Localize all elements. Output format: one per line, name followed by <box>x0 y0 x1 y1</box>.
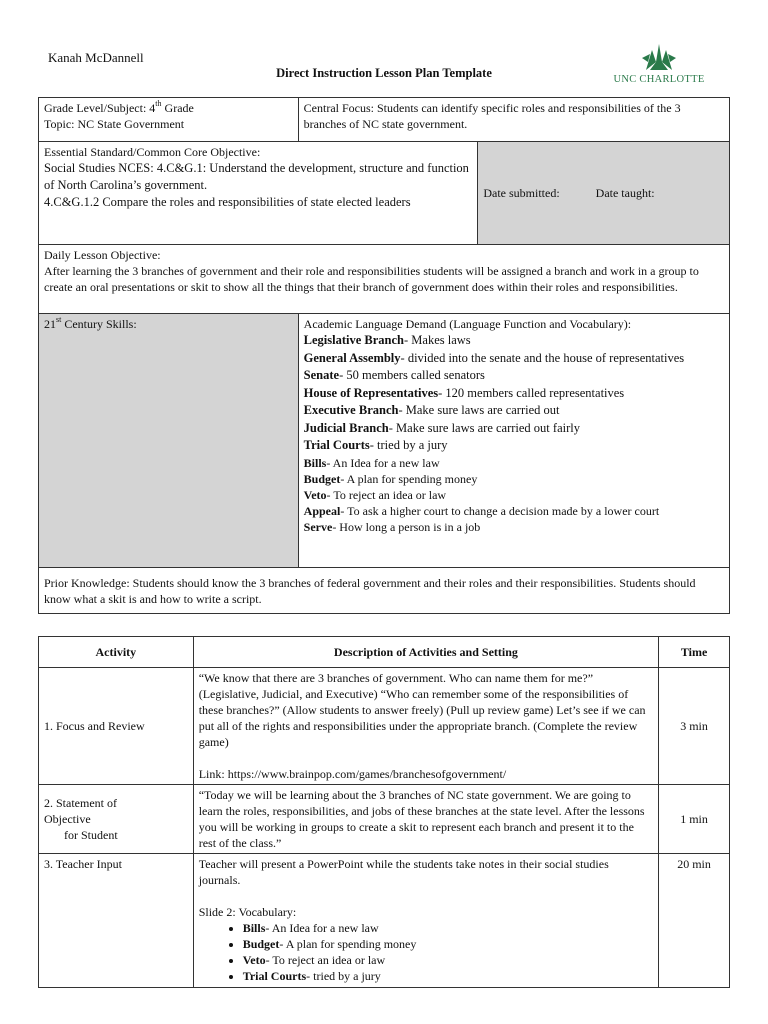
grade-suffix: Grade <box>161 101 194 115</box>
dates-cell <box>478 142 730 245</box>
brainpop-link[interactable]: Link: https://www.brainpop.com/games/branchesofgovernment/ <box>198 767 507 781</box>
standard-cell <box>39 142 478 245</box>
topic: Topic: NC State Government <box>44 117 185 131</box>
author-name: Kanah McDannell <box>48 50 144 65</box>
activity-text: “We know that there are 3 branches of government. Who can name them for me?” (Legislative, Judicial, and Executive) “Who can remember some of the responsibilities of these branches?” (Allow students to answer freely) (Pull up review game) Let’s see if we can put all of the rights and responsibilities under the appropriate branch. (Complete the review game) <box>198 671 646 749</box>
activity-description <box>193 854 658 988</box>
academic-label: Academic Language Demand (Language Function and Vocabulary): <box>303 317 632 331</box>
header-description: Description of Activities and Setting <box>193 637 658 668</box>
skills-cell <box>39 314 299 568</box>
vocab-item: Executive Branch- Make sure laws are carried out <box>303 403 560 417</box>
activity-time: 20 min <box>659 854 730 988</box>
skills-prefix: 21 <box>44 317 56 331</box>
table-row <box>39 668 730 785</box>
list-item: • Bills- An Idea for a new law <box>243 920 653 936</box>
activity-name: 1. Focus and Review <box>39 668 194 785</box>
unc-charlotte-logo <box>606 40 712 92</box>
header-time: Time <box>659 637 730 668</box>
lesson-plan-table <box>38 97 730 614</box>
activity-description <box>193 668 658 785</box>
standard-1: Social Studies NCES: 4.C&G.1: Understand the development, structure and function of North Carolina’s government. <box>44 161 469 192</box>
activity-name: 3. Teacher Input <box>39 854 194 988</box>
daily-text: After learning the 3 branches of government and their role and responsibilities students will be assigned a branch and work in a group to create an oral presentations or skit to show all the things that their branch of government does within their roles and responsibilities. <box>44 264 699 294</box>
table-row <box>39 854 730 988</box>
date-submitted: Date submitted: <box>483 186 560 200</box>
grade-topic-cell <box>39 98 299 142</box>
vocab-item: House of Representatives- 120 members called representatives <box>303 385 625 400</box>
activity-text: Teacher will present a PowerPoint while the students take notes in their social studies journals. <box>198 857 609 887</box>
skills-suffix: Century Skills: <box>61 317 137 331</box>
academic-language-cell <box>298 314 729 568</box>
activity-time: 3 min <box>659 668 730 785</box>
table-row <box>39 785 730 854</box>
vocab-item: Budget- A plan for spending money <box>303 471 478 486</box>
date-taught: Date taught: <box>595 186 655 200</box>
vocab-item: Appeal- To ask a higher court to change a decision made by a lower court <box>303 503 660 518</box>
vocab-item: General Assembly- divided into the senate and the house of representatives <box>303 350 685 365</box>
skills-sup: st <box>56 315 62 324</box>
standard-label: Essential Standard/Common Core Objective: <box>44 145 261 159</box>
activities-table <box>38 636 730 988</box>
vocab-item: Judicial Branch- Make sure laws are carried out fairly <box>303 420 580 435</box>
grade-sup: th <box>155 99 162 108</box>
activity-description: “Today we will be learning about the 3 branches of NC state government. We are going to learn the roles, responsibilities, and jobs of these branches at the state level. After the lessons you will be working in groups to create a skit to represent each branch and present it to the rest of the class.” <box>193 785 658 854</box>
header-activity: Activity <box>39 637 194 668</box>
list-item: • Trial Courts- tried by a jury <box>243 968 653 984</box>
vocab-item: Bills- An Idea for a new law <box>303 455 440 470</box>
daily-label: Daily Lesson Objective: <box>44 248 161 262</box>
vocab-item: Senate- 50 members called senators <box>303 368 485 382</box>
vocab-bullets <box>199 920 653 984</box>
vocab-item: Veto- To reject an idea or law <box>303 487 447 502</box>
activity-name: 2. Statement of Objective for Student <box>39 785 194 854</box>
central-focus: Central Focus: Students can identify specific roles and responsibilities of the 3 branches of NC state government. <box>298 98 729 142</box>
prior-knowledge: Prior Knowledge: Students should know the 3 branches of federal government and their roles and their responsibilities. Students should know what a skit is and how to write a script. <box>39 568 730 614</box>
daily-objective-cell <box>39 245 730 314</box>
slide-label: Slide 2: Vocabulary: <box>198 905 297 919</box>
page-title: Direct Instruction Lesson Plan Template <box>276 66 492 80</box>
logo-text: UNC CHARLOTTE <box>613 74 705 85</box>
vocab-item: Legislative Branch- Makes laws <box>303 333 471 347</box>
vocab-item: Trial Courts- tried by a jury <box>303 438 448 452</box>
standard-2: 4.C&G.1.2 Compare the roles and responsibilities of state elected leaders <box>44 195 411 209</box>
list-item: • Veto- To reject an idea or law <box>243 952 653 968</box>
grade-label: Grade Level/Subject: 4 <box>44 101 156 115</box>
activity-time: 1 min <box>659 785 730 854</box>
list-item: • Budget- A plan for spending money <box>243 936 653 952</box>
vocab-item: Serve- How long a person is in a job <box>303 519 481 534</box>
crown-icon <box>606 40 712 76</box>
